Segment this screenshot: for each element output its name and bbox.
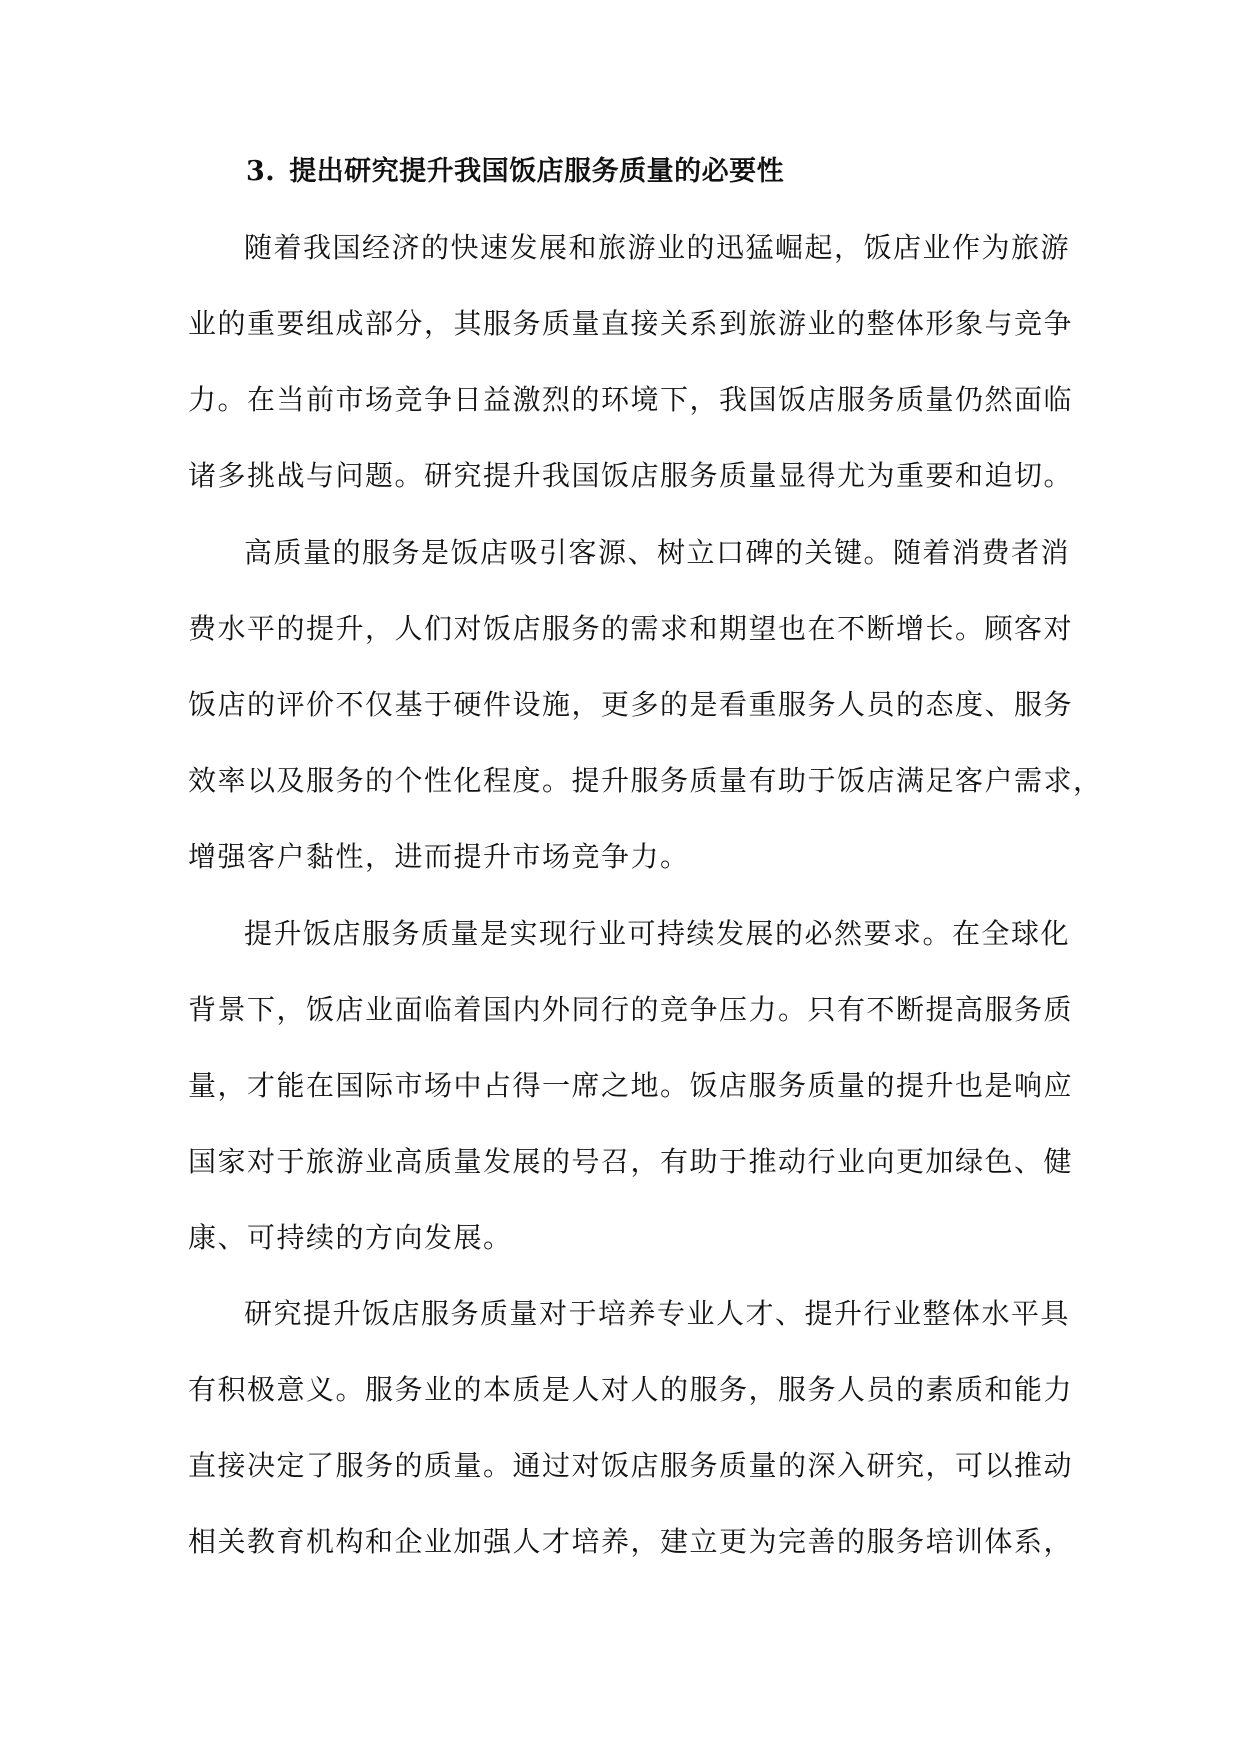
paragraph-4-line-3: 直接决定了服务的质量。通过对饭店服务质量的深入研究，可以推动 <box>188 1449 1074 1482</box>
paragraph-2-line-4: 效率以及服务的个性化程度。提升服务质量有助于饭店满足客户需求， <box>188 764 1103 797</box>
paragraph-3-line-4: 国家对于旅游业高质量发展的号召，有助于推动行业向更加绿色、健 <box>188 1145 1074 1178</box>
paragraph-4-line-4: 相关教育机构和企业加强人才培养，建立更为完善的服务培训体系， <box>188 1525 1074 1558</box>
paragraph-1-line-1: 随着我国经济的快速发展和旅游业的迅猛崛起，饭店业作为旅游 <box>244 231 1071 264</box>
paragraph-1-line-3: 力。在当前市场竞争日益激烈的环境下，我国饭店服务质量仍然面临 <box>188 383 1074 416</box>
section-heading <box>246 150 784 194</box>
paragraph-4-line-1: 研究提升饭店服务质量对于培养专业人才、提升行业整体水平具 <box>244 1297 1071 1330</box>
section-number: 3. <box>246 156 276 187</box>
paragraph-1-line-2: 业的重要组成部分，其服务质量直接关系到旅游业的整体形象与竞争 <box>188 307 1074 340</box>
paragraph-1-line-4: 诸多挑战与问题。研究提升我国饭店服务质量显得尤为重要和迫切。 <box>188 459 1074 492</box>
section-title: 提出研究提升我国饭店服务质量的必要性 <box>289 156 785 187</box>
paragraph-2-line-5: 增强客户黏性，进而提升市场竞争力。 <box>188 840 690 873</box>
paragraph-2-line-3: 饭店的评价不仅基于硬件设施，更多的是看重服务人员的态度、服务 <box>188 688 1074 721</box>
paragraph-3-line-2: 背景下，饭店业面临着国内外同行的竞争压力。只有不断提高服务质 <box>188 993 1074 1026</box>
paragraph-3-line-5: 康、可持续的方向发展。 <box>188 1221 513 1254</box>
paragraph-2-line-1: 高质量的服务是饭店吸引客源、树立口碑的关键。随着消费者消 <box>244 536 1071 569</box>
paragraph-2-line-2: 费水平的提升，人们对饭店服务的需求和期望也在不断增长。顾客对 <box>188 612 1074 645</box>
paragraph-3-line-1: 提升饭店服务质量是实现行业可持续发展的必然要求。在全球化 <box>244 917 1071 950</box>
paragraph-4-line-2: 有积极意义。服务业的本质是人对人的服务，服务人员的素质和能力 <box>188 1373 1074 1406</box>
paragraph-3-line-3: 量，才能在国际市场中占得一席之地。饭店服务质量的提升也是响应 <box>188 1069 1074 1102</box>
